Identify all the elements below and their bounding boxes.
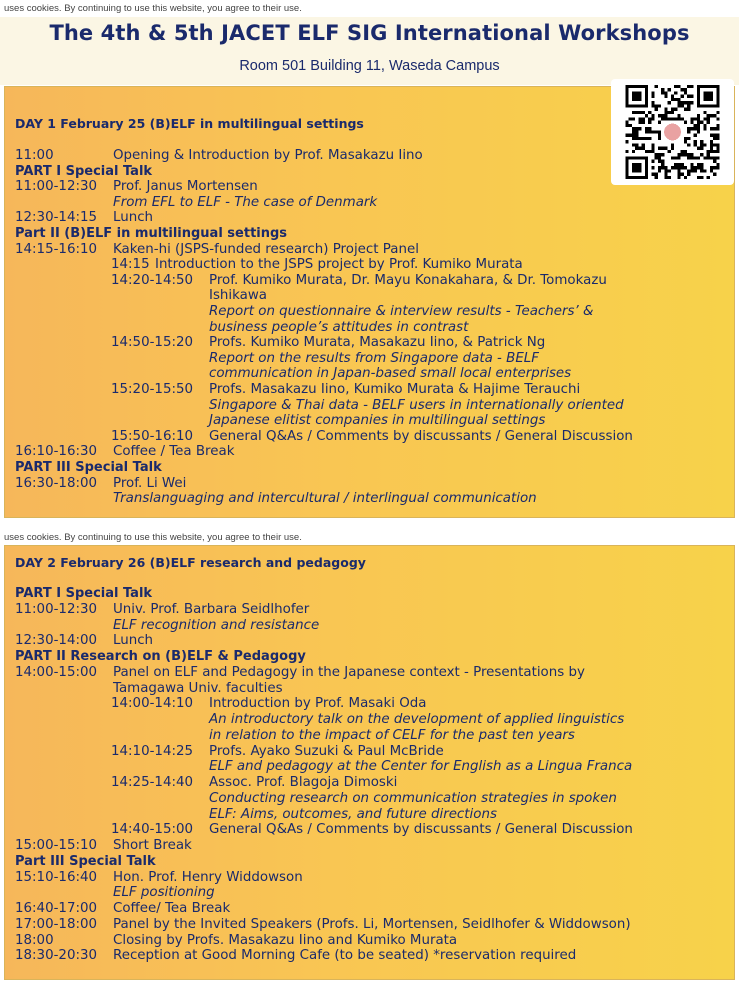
talk-title: in relation to the impact of CELF for the past ten years [209, 727, 575, 743]
session-text: Profs. Kumiko Murata, Masakazu Iino, & Patrick Ng [209, 335, 546, 351]
talk-title: Singapore & Thai data - BELF users in internationally oriented [209, 397, 624, 413]
time-slot: 16:30-18:00 [15, 475, 98, 491]
page-title: The 4th & 5th JACET ELF SIG International Workshops [49, 21, 690, 45]
session-text: Prof. Li Wei [113, 475, 187, 491]
time-slot: 18:30-20:30 [15, 948, 98, 964]
session-text: General Q&As / Comments by discussants / General Discussion [209, 428, 633, 444]
talk-title: ELF and pedagogy at the Center for English as a Lingua Franca [209, 759, 633, 775]
time-slot: 15:00-15:10 [15, 838, 98, 853]
time-slot: 18:00 [15, 932, 54, 948]
talk-title: Conducting research on communication strategies in spoken [209, 790, 617, 806]
session-text: Short Break [113, 838, 192, 853]
part-heading: PART II Research on (B)ELF & Pedagogy [15, 649, 306, 664]
part-heading: PART I Special Talk [15, 586, 153, 601]
talk-title: ELF recognition and resistance [113, 617, 320, 633]
session-text: Closing by Profs. Masakazu Iino and Kumiko Murata [113, 932, 458, 948]
sub-time-slot: 15:50-16:10 [111, 428, 194, 444]
day2-panel [4, 545, 735, 980]
talk-title: From EFL to ELF - The case of Denmark [113, 194, 378, 210]
session-text: Lunch [113, 633, 154, 649]
sub-time-slot: 14:40-15:00 [111, 822, 194, 838]
session-text: Introduction to the JSPS project by Prof. Kumiko Murata [155, 257, 523, 273]
day1-heading: DAY 1 February 25 (B)ELF in multilingual settings [15, 116, 364, 131]
part-heading: PART III Special Talk [15, 460, 162, 475]
time-slot: 12:30-14:15 [15, 210, 98, 226]
time-slot: 15:10-16:40 [15, 869, 98, 885]
sub-time-slot: 14:25-14:40 [111, 775, 194, 790]
cookie-notice-2: uses cookies. By continuing to use this website, you agree to their use. [4, 532, 302, 543]
session-text: Coffee / Tea Break [113, 444, 235, 460]
cookie-notice: uses cookies. By continuing to use this website, you agree to their use. [4, 3, 302, 14]
time-slot: 11:00 [15, 148, 54, 163]
session-text: Prof. Janus Mortensen [113, 179, 258, 195]
talk-title: Japanese elitist companies in multilingual settings [209, 413, 546, 429]
session-text: Assoc. Prof. Blagoja Dimoski [209, 775, 398, 790]
talk-title: business people’s attitudes in contrast [209, 319, 469, 335]
sub-time-slot: 14:50-15:20 [111, 335, 194, 351]
qr-code-icon[interactable] [611, 79, 734, 185]
talk-title: Report on questionnaire & interview results - Teachers’ & [209, 304, 594, 319]
session-text: Hon. Prof. Henry Widdowson [113, 869, 303, 885]
page-header [0, 17, 739, 85]
talk-title: An introductory talk on the development of applied linguistics [209, 712, 625, 727]
talk-title: ELF positioning [113, 885, 215, 901]
venue-subtitle: Room 501 Building 11, Waseda Campus [239, 58, 500, 74]
session-text: Profs. Ayako Suzuki & Paul McBride [209, 743, 444, 759]
time-slot: 11:00-12:30 [15, 601, 98, 617]
sub-time-slot: 14:00-14:10 [111, 696, 194, 712]
sub-time-slot: 14:20-14:50 [111, 272, 194, 288]
time-slot: 12:30-14:00 [15, 633, 98, 649]
time-slot: 11:00-12:30 [15, 179, 98, 195]
time-slot: 16:10-16:30 [15, 444, 98, 460]
session-text: Kaken-hi (JSPS-funded research) Project Panel [113, 241, 419, 257]
time-slot: 16:40-17:00 [15, 901, 98, 916]
day2-heading: DAY 2 February 26 (B)ELF research and pedagogy [15, 555, 366, 570]
time-slot: 14:00-15:00 [15, 664, 98, 680]
session-text: Ishikawa [209, 288, 268, 304]
session-text: Introduction by Prof. Masaki Oda [209, 696, 427, 712]
part-heading: PART I Special Talk [15, 163, 153, 179]
time-slot: 14:15-16:10 [15, 241, 98, 257]
talk-title: Translanguaging and intercultural / interlingual communication [113, 491, 537, 507]
session-text: General Q&As / Comments by discussants / General Discussion [209, 822, 633, 838]
session-text: Tamagawa Univ. faculties [113, 680, 283, 696]
part-heading: Part II (B)ELF in multilingual settings [15, 226, 288, 241]
session-text: Prof. Kumiko Murata, Dr. Mayu Konakahara, & Dr. Tomokazu [209, 272, 607, 288]
session-text: Opening & Introduction by Prof. Masakazu Iino [113, 148, 423, 163]
session-text: Univ. Prof. Barbara Seidlhofer [113, 601, 310, 617]
session-text: Reception at Good Morning Cafe (to be seated) *reservation required [113, 948, 577, 964]
talk-title: Report on the results from Singapore data - BELF [209, 350, 539, 366]
sub-time-slot: 14:10-14:25 [111, 743, 194, 759]
session-text: Panel on ELF and Pedagogy in the Japanese context - Presentations by [113, 664, 585, 680]
session-text: Coffee/ Tea Break [113, 901, 231, 916]
session-text: Profs. Masakazu Iino, Kumiko Murata & Hajime Terauchi [209, 382, 581, 397]
part-heading: Part III Special Talk [15, 853, 156, 869]
talk-title: communication in Japan-based small local enterprises [209, 366, 572, 382]
session-text: Lunch [113, 210, 154, 226]
session-text: Panel by the Invited Speakers (Profs. Li, Mortensen, Seidlhofer & Widdowson) [113, 916, 631, 932]
sub-time-slot: 15:20-15:50 [111, 382, 194, 397]
talk-title: ELF: Aims, outcomes, and future directions [209, 806, 497, 822]
time-slot: 17:00-18:00 [15, 916, 98, 932]
sub-time-slot: 14:15 [111, 257, 150, 273]
